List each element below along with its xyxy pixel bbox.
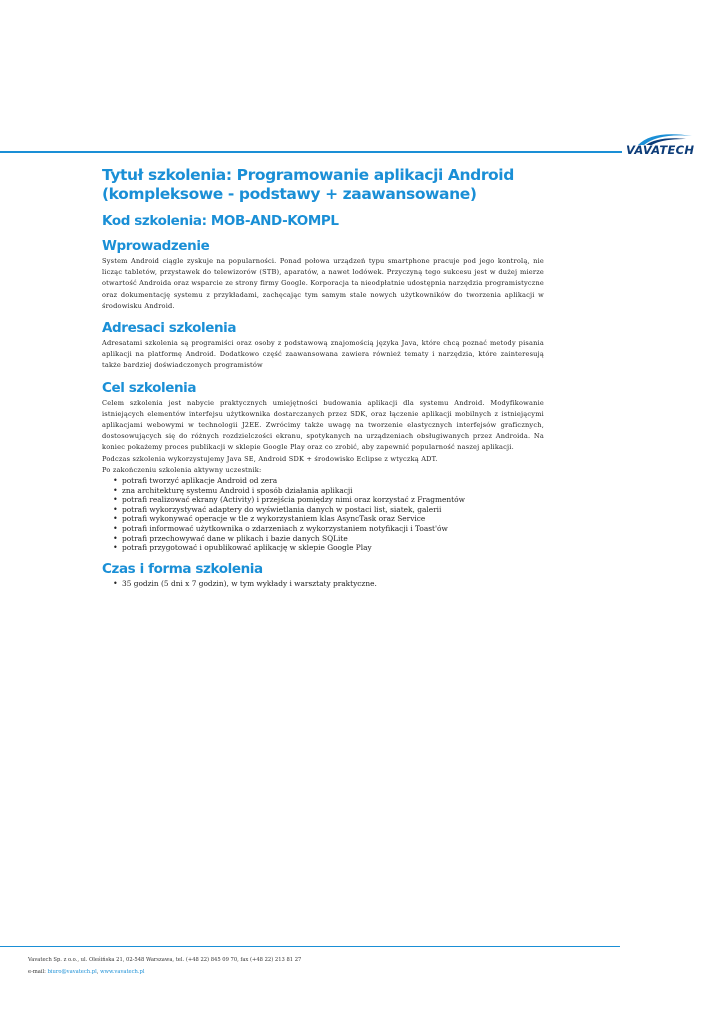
logo-text: VAVATECH: [626, 143, 695, 157]
list-item: • potrafi wykorzystywać adaptery do wyświetlania danych w postaci list, siatek, galerii: [122, 505, 544, 515]
course-code: Kod szkolenia: MOB-AND-KOMPL: [102, 213, 339, 229]
goal-tools: Podczas szkolenia wykorzystujemy Java SE, Android SDK + środowisko Eclipse z wtyczką ADT.: [102, 454, 438, 463]
goal-after: Po zakończeniu szkolenia aktywny uczestnik:: [102, 465, 262, 474]
footer-rule: [0, 946, 620, 947]
footer: [28, 954, 301, 978]
footer-separator: ,: [96, 969, 101, 975]
footer-email-label: e-mail:: [28, 969, 48, 975]
section-heading-audience: Adresaci szkolenia: [102, 320, 237, 337]
company-logo: [626, 132, 698, 156]
audience-paragraph: Adresatami szkolenia są programiści oraz osoby z podstawową znajomością języka Java, które chcą poznać metody pisania aplikacji na platformę Android. Dodatkowo część zaawansowana zawiera również tematy i narzędzia, które zainteresują także bardziej doświadczonych programistów: [102, 339, 544, 370]
goal-paragraph: Celem szkolenia jest nabycie praktycznych umiejętności budowania aplikacji dla systemu Android. Modyfikowanie istniejących elementów interfejsu użytkownika dostarczanych przez SDK, oraz łączenie aplikacji mobilnych z istniejącymi aplikacjami webowymi w technologii J2EE. Zwrócimy także uwagę na tworzenie elastycznych interfejsów graficznych, dostosowujących się do różnych rozdzielczości ekranu, spotykanych na urządzeniach obsługiwanych przez Androida. Na koniec pokażemy proces publikacji w sklepie Google Play oraz co zrobić, aby zapewnić popularność naszej aplikacji.: [102, 398, 544, 452]
section-heading-goal: Cel szkolenia: [102, 379, 197, 396]
list-item: • 35 godzin (5 dni x 7 godzin), w tym wykłady i warsztaty praktyczne.: [122, 579, 544, 589]
website-link[interactable]: www.vavatech.pl: [100, 969, 145, 975]
duration-list: [102, 579, 544, 589]
footer-address: Vavatech Sp. z o.o., ul. Oleśińska 21, 02-548 Warszawa, tel. (+48 22) 845 09 70, fax (+48 22) 213 81 27: [28, 957, 302, 963]
list-item: • potrafi informować użytkownika o zdarzeniach z wykorzystaniem notyfikacji i Toast'ów: [122, 524, 544, 534]
footer-contact: [28, 966, 301, 978]
section-heading-intro: Wprowadzenie: [102, 238, 210, 254]
list-item: • potrafi realizować ekrany (Activity) i przejścia pomiędzy nimi oraz korzystać z Fragmentów: [122, 495, 544, 505]
header-rule: [0, 151, 622, 153]
email-link[interactable]: biuro@vavatech.pl: [47, 969, 97, 975]
intro-paragraph: System Android ciągle zyskuje na popularności. Ponad połowa urządzeń typu smartphone pracuje pod jego kontrolą, nie licząc tabletów, przystawek do telewizorów (STB), aparatów, a nawet lodówek. Przyczyną tego sukcesu jest w dużej mierze otwartość Androida oraz wsparcie ze strony firmy Google. Korporacja ta nieodpłatnie udostępnia narzędzia programistyczne oraz dokumentację systemu z przykładami, zachęcając tym samym stale nowych użytkowników do tworzenia aplikacji w środowisku Android.: [102, 257, 544, 310]
list-item: • zna architekturę systemu Android i sposób działania aplikacji: [122, 486, 544, 496]
section-heading-duration: Czas i forma szkolenia: [102, 560, 263, 577]
page-title: Tytuł szkolenia: Programowanie aplikacji Android (kompleksowe - podstawy + zaawansowane): [102, 166, 514, 203]
goal-list: [102, 476, 544, 553]
list-item: • potrafi przechowywać dane w plikach i bazie danych SQLite: [122, 534, 544, 544]
list-item: • potrafi tworzyć aplikacje Android od zera: [122, 476, 544, 486]
list-item: • potrafi wykonywać operacje w tle z wykorzystaniem klas AsyncTask oraz Service: [122, 514, 544, 524]
document-body: [102, 166, 544, 588]
list-item: • potrafi przygotować i opublikować aplikację w sklepie Google Play: [122, 543, 544, 553]
